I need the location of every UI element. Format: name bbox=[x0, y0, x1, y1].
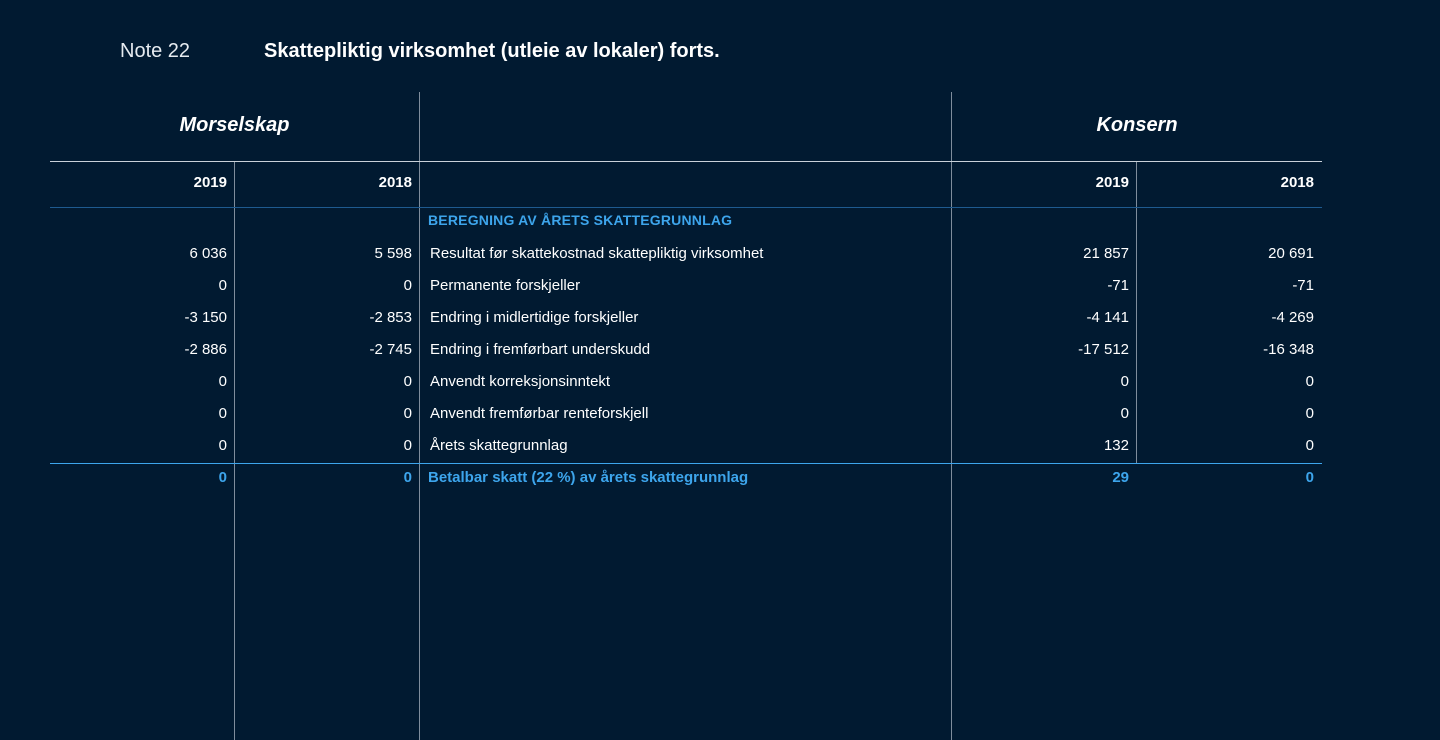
total-row bbox=[0, 462, 1440, 494]
cell-konsern-2019: 21 857 bbox=[1083, 245, 1129, 262]
year-header-morselskap-2018: 2018 bbox=[378, 174, 412, 191]
cell-row-label: Endring i midlertidige forskjeller bbox=[430, 309, 639, 326]
cell-morselskap-2018: -2 853 bbox=[369, 309, 412, 326]
cell-morselskap-2019: -3 150 bbox=[184, 309, 227, 326]
group-header-morselskap: Morselskap bbox=[179, 114, 290, 136]
year-header-konsern-2019: 2019 bbox=[1095, 174, 1129, 191]
cell-konsern-2018: 20 691 bbox=[1268, 245, 1314, 262]
cell-row-label: Årets skattegrunnlag bbox=[430, 437, 568, 454]
cell-konsern-2018: 0 bbox=[1305, 405, 1314, 422]
cell-morselskap-2019: 0 bbox=[218, 373, 227, 390]
cell-row-label: Resultat før skattekostnad skattepliktig virksomhet bbox=[430, 245, 764, 262]
table-row bbox=[0, 366, 1440, 398]
cell-morselskap-2019: -2 886 bbox=[184, 341, 227, 358]
total-morselskap-2019: 0 bbox=[218, 469, 227, 486]
table-row bbox=[0, 302, 1440, 334]
cell-konsern-2019: -17 512 bbox=[1078, 341, 1129, 358]
cell-morselskap-2018: 0 bbox=[403, 437, 412, 454]
cell-morselskap-2018: -2 745 bbox=[369, 341, 412, 358]
table-row bbox=[0, 398, 1440, 430]
year-rule bbox=[50, 207, 1322, 208]
cell-row-label: Anvendt fremførbar renteforskjell bbox=[430, 405, 649, 422]
table-row bbox=[0, 334, 1440, 366]
table-row bbox=[0, 238, 1440, 270]
cell-konsern-2018: -71 bbox=[1292, 277, 1314, 294]
cell-row-label: Endring i fremførbart underskudd bbox=[430, 341, 651, 358]
cell-konsern-2018: -4 269 bbox=[1271, 309, 1314, 326]
cell-konsern-2018: 0 bbox=[1305, 373, 1314, 390]
cell-morselskap-2019: 0 bbox=[218, 405, 227, 422]
table-row bbox=[0, 270, 1440, 302]
cell-morselskap-2018: 0 bbox=[403, 277, 412, 294]
cell-morselskap-2018: 5 598 bbox=[374, 245, 412, 262]
cell-row-label: Permanente forskjeller bbox=[430, 277, 581, 294]
note-label: Note 22 bbox=[120, 40, 191, 62]
year-header-morselskap-2019: 2019 bbox=[193, 174, 227, 191]
table-row bbox=[0, 430, 1440, 462]
cell-konsern-2019: -71 bbox=[1107, 277, 1129, 294]
cell-konsern-2019: 0 bbox=[1120, 405, 1129, 422]
header-rule bbox=[50, 161, 1322, 162]
cell-row-label: Anvendt korreksjonsinntekt bbox=[430, 373, 611, 390]
cell-konsern-2019: 132 bbox=[1103, 437, 1129, 454]
cell-konsern-2019: -4 141 bbox=[1086, 309, 1129, 326]
total-konsern-2019: 29 bbox=[1112, 469, 1129, 486]
group-header-konsern: Konsern bbox=[1096, 114, 1178, 136]
cell-morselskap-2018: 0 bbox=[403, 373, 412, 390]
note-title: Skattepliktig virksomhet (utleie av lokaler) forts. bbox=[264, 40, 720, 62]
total-morselskap-2018: 0 bbox=[403, 469, 412, 486]
total-konsern-2018: 0 bbox=[1305, 469, 1314, 486]
cell-konsern-2018: 0 bbox=[1305, 437, 1314, 454]
year-header-konsern-2018: 2018 bbox=[1280, 174, 1314, 191]
section-heading: BEREGNING AV ÅRETS SKATTEGRUNNLAG bbox=[428, 212, 733, 228]
cell-morselskap-2019: 6 036 bbox=[189, 245, 227, 262]
cell-morselskap-2019: 0 bbox=[218, 277, 227, 294]
total-label: Betalbar skatt (22 %) av årets skattegrunnlag bbox=[428, 469, 749, 486]
cell-konsern-2019: 0 bbox=[1120, 373, 1129, 390]
cell-morselskap-2018: 0 bbox=[403, 405, 412, 422]
cell-morselskap-2019: 0 bbox=[218, 437, 227, 454]
cell-konsern-2018: -16 348 bbox=[1263, 341, 1314, 358]
